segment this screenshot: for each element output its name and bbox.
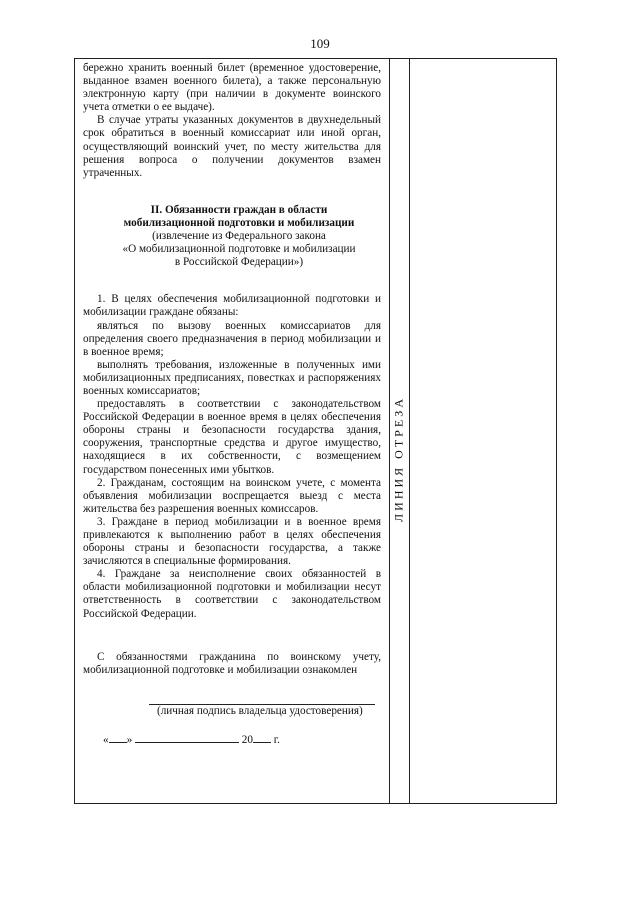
paragraph-2: 2. Гражданам, состоящим на воинском учете, с момента объявления мобилизации воспрещается выезд с места жительства без разрешения военных комиссаров. bbox=[83, 476, 381, 515]
cut-line-label: ЛИНИЯ ОТРЕЗА bbox=[391, 396, 406, 522]
acknowledgement-text: С обязанностями гражданина по воинскому учету, мобилизационной подготовке и мобилизации ознакомлен bbox=[83, 650, 381, 676]
section-source-line-1: (извлечение из Федерального закона bbox=[152, 230, 326, 243]
page-number: 109 bbox=[310, 36, 330, 51]
paragraph-1-item-2: выполнять требования, изложенные в полученных ими мобилизационных предписаниях, повестках и распоряжениях военных комиссариатов; bbox=[83, 358, 381, 397]
day-blank bbox=[109, 732, 127, 743]
document-frame bbox=[74, 58, 557, 804]
continuation-paragraph-2: В случае утраты указанных документов в двухнедельный срок обратиться в военный комиссариат или иной орган, осуществляющий воинский учет, по месту жительства для решения вопроса о получении документов взамен утраченных. bbox=[83, 114, 381, 179]
document-body bbox=[83, 62, 381, 747]
date-line bbox=[103, 732, 381, 747]
date-open-quote: « bbox=[103, 733, 109, 746]
paragraph-1: 1. В целях обеспечения мобилизационной подготовки и мобилизации граждане обязаны: bbox=[83, 293, 381, 319]
paragraph-1-item-1: являться по вызову военных комиссариатов для определения своего предназначения в период мобилизации и в военное время; bbox=[83, 319, 381, 358]
year-blank bbox=[253, 732, 271, 743]
section-heading-line-1: II. Обязанности граждан в области bbox=[150, 203, 328, 216]
continuation-paragraph-1: бережно хранить военный билет (временное удостоверение, выданное взамен военного билета), а также персональную электронную карту (при наличии в документе воинского учета отметки о ее выдаче). bbox=[83, 62, 381, 114]
year-prefix: 20 bbox=[241, 733, 253, 746]
signature-caption: (личная подпись владельца удостоверения) bbox=[157, 704, 363, 717]
cut-line-right-border bbox=[409, 59, 410, 803]
section-source-line-2: «О мобилизационной подготовке и мобилизации bbox=[122, 243, 356, 256]
year-suffix: г. bbox=[273, 733, 280, 746]
section-heading-line-2: мобилизационной подготовки и мобилизации bbox=[123, 216, 355, 229]
paragraph-1-item-3: предоставлять в соответствии с законодательством Российской Федерации в военное время в целях обеспечения обороны страны и безопасности государства здания, сооружения, транспортные средства и другое имущество, находящиеся в их собственности, с возмещением государством понесенных ими убытков. bbox=[83, 398, 381, 476]
paragraph-4: 4. Граждане за неисполнение своих обязанностей в области мобилизационной подготовки и мобилизации несут ответственность в соответствии с законодательством Российской Федерации. bbox=[83, 568, 381, 620]
month-blank bbox=[135, 732, 239, 743]
section-source-line-3: в Российской Федерации») bbox=[174, 256, 304, 269]
date-close-quote: » bbox=[126, 733, 133, 746]
cut-line-left-border bbox=[389, 59, 390, 803]
paragraph-3: 3. Граждане в период мобилизации и в военное время привлекаются к выполнению работ в целях обеспечения обороны страны и безопасности государства, а также зачисляются в специальные формирования. bbox=[83, 515, 381, 568]
cut-line-label-box bbox=[392, 359, 406, 559]
